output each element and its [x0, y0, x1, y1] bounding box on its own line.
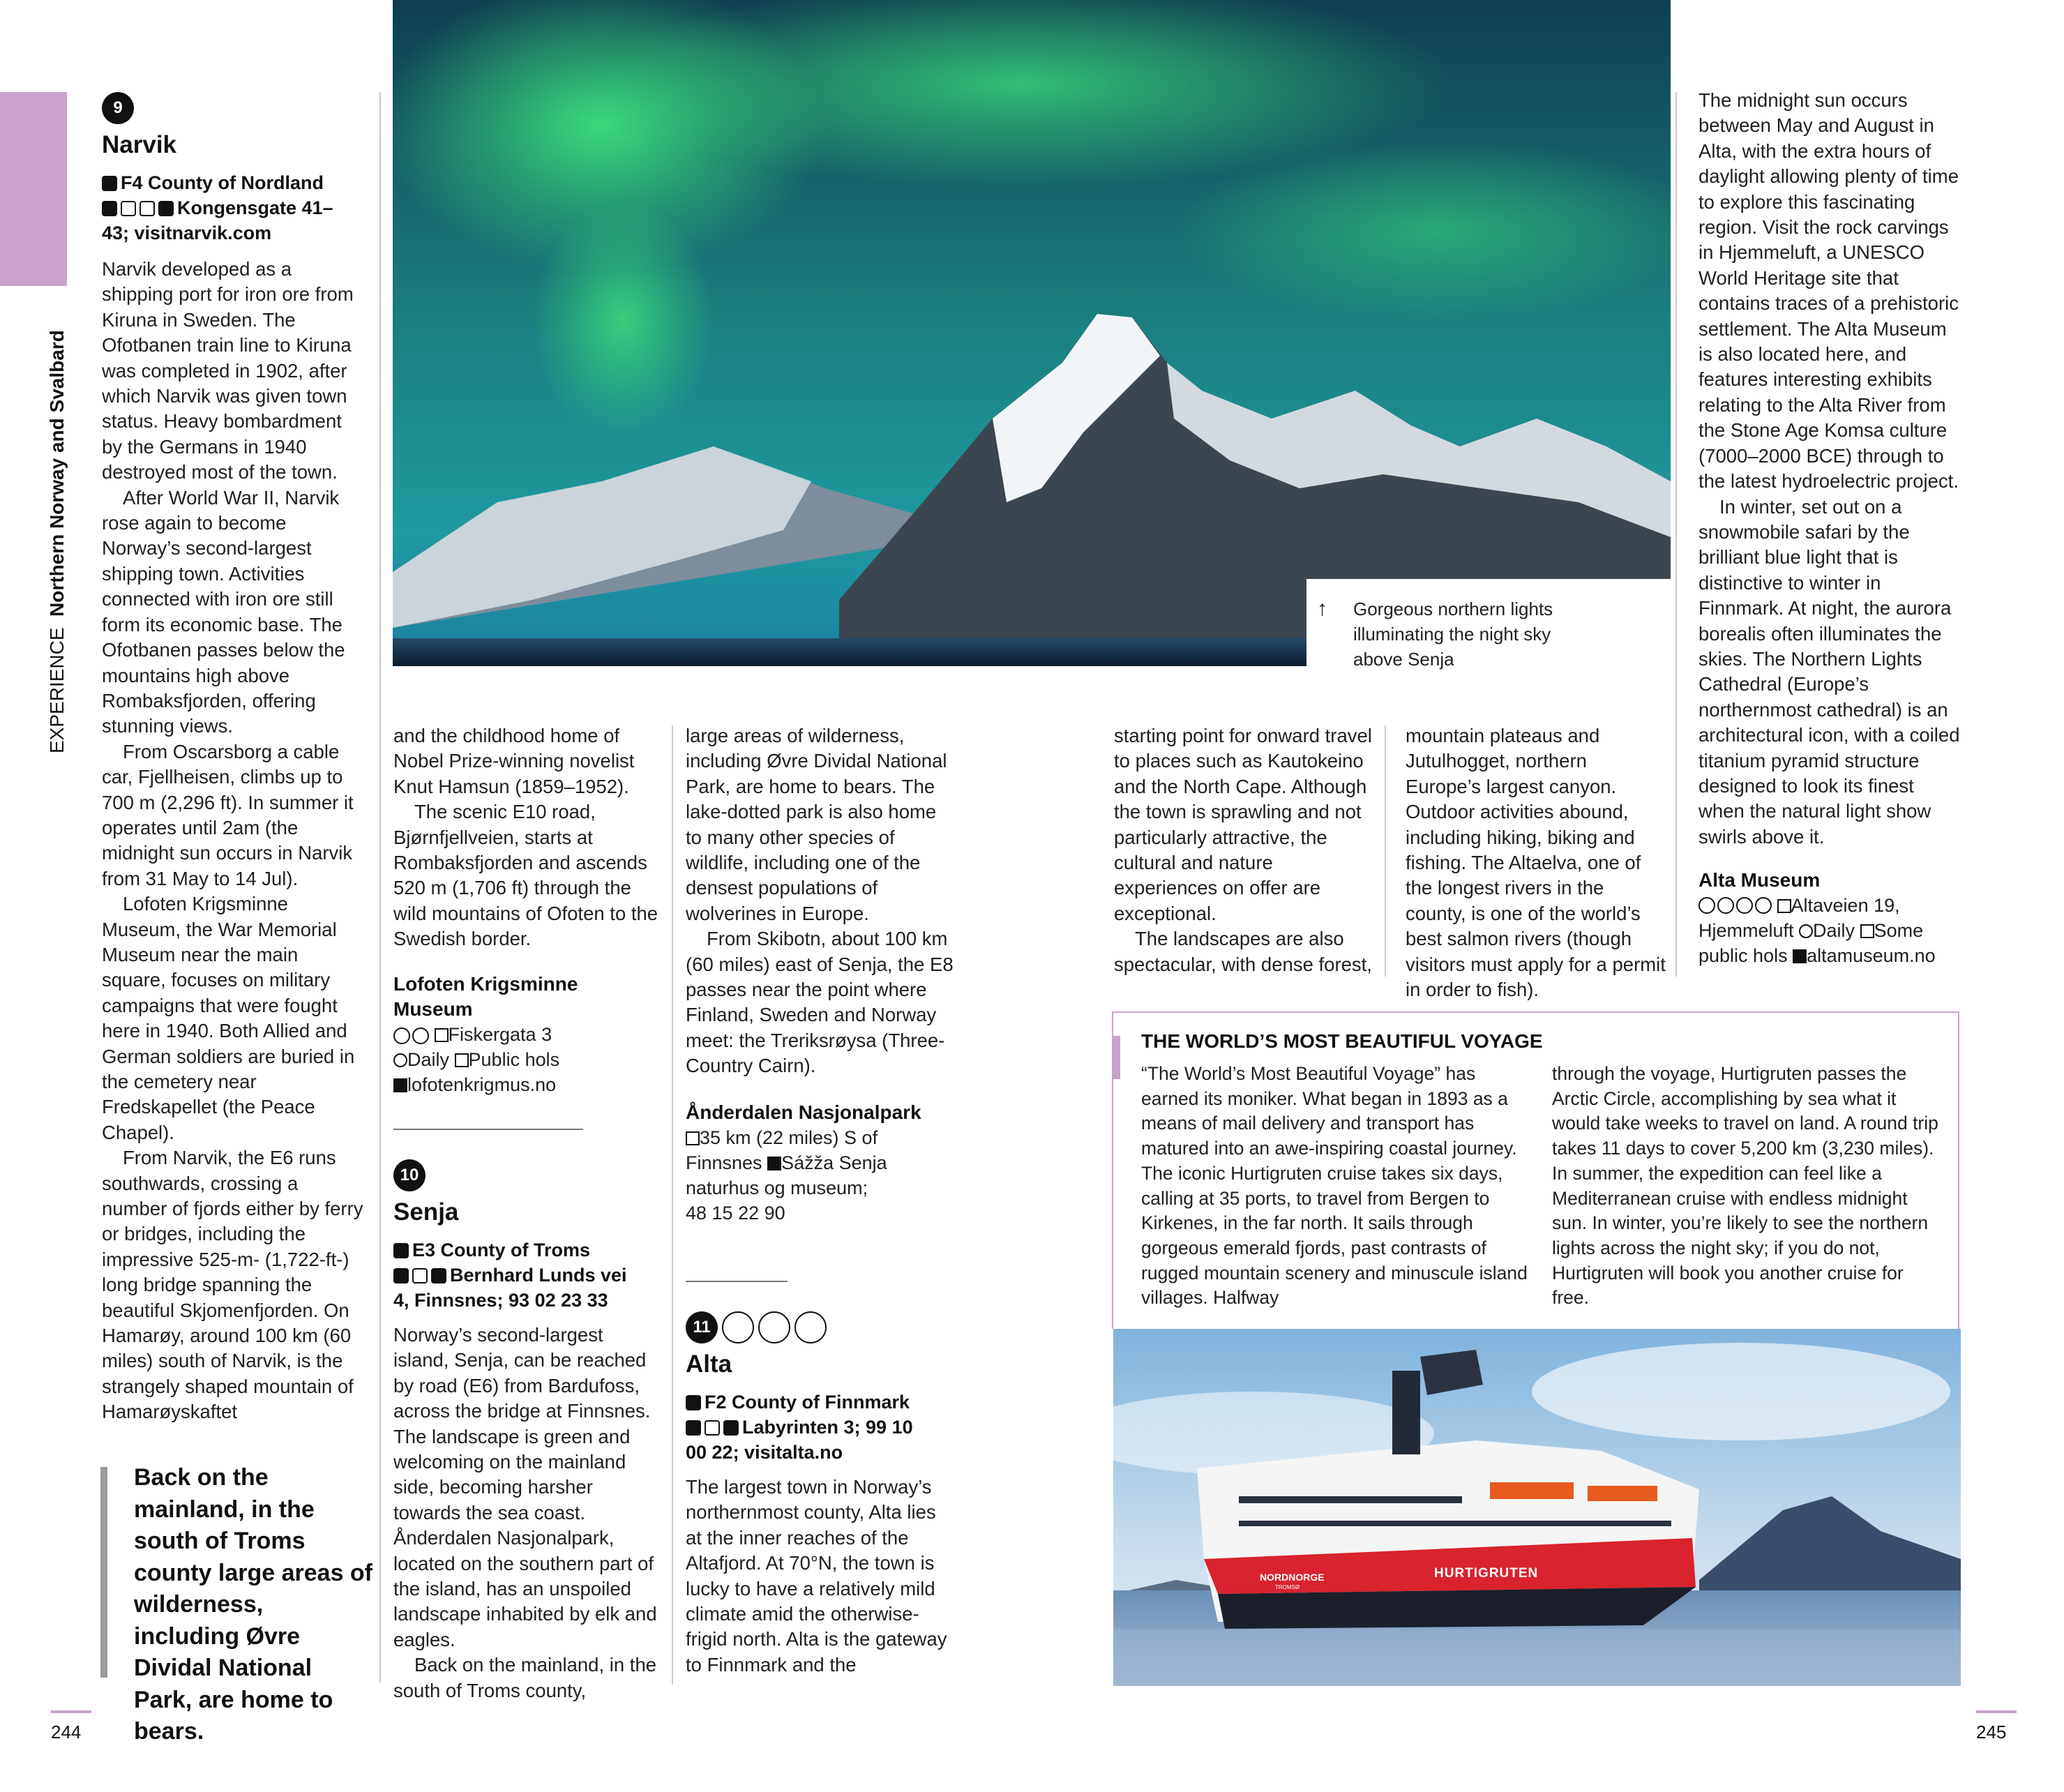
feature-title: THE WORLD’S MOST BEAUTIFUL VOYAGE: [1141, 1030, 1543, 1052]
anderdalen-line4: 48 15 22 90: [686, 1202, 785, 1223]
anderdalen-line2b: Sážža Senja: [781, 1152, 887, 1173]
lofoten-museum-address: Fiskergata 3: [448, 1023, 552, 1045]
page-mark-left: [51, 1710, 91, 1713]
senja-info: [393, 1237, 660, 1313]
alta-info-line3: 00 22; visitalta.no: [686, 1442, 843, 1463]
alta-museum-listing: [1698, 868, 1964, 968]
narvik-info: [102, 170, 367, 246]
wheelchair-icon: [393, 1027, 410, 1044]
lofoten-museum-open: Daily: [407, 1048, 450, 1070]
plane-icon: [102, 201, 117, 216]
narvik-paragraph: Narvik developed as a shipping port for iron ore from Kiruna in Sweden. The Ofotbanen train line to Kiruna was completed in 1902, after which Narvik was given town status. Heavy bombardment by the Germans in 1940 destroyed most of the town.: [102, 258, 354, 483]
column-6: [1698, 88, 1964, 968]
plane-icon: [393, 1268, 409, 1283]
lofoten-museum-website[interactable]: lofotenkrigmus.no: [407, 1074, 557, 1095]
section-running-head: [39, 293, 75, 753]
alta-museum-line2b: Daily: [1813, 920, 1855, 942]
column-divider: [672, 725, 673, 1685]
col2-body: [393, 723, 660, 952]
wheelchair-icon: [1698, 897, 1715, 914]
column-3: [686, 723, 954, 1226]
sidebar-accent-stripe: [0, 92, 67, 286]
anderdalen-title: Ånderdalen Nasjonalpark: [686, 1101, 921, 1123]
lofoten-museum-listing: [393, 972, 660, 1097]
narvik-info-line3: 43; visitnarvik.com: [102, 223, 272, 243]
bus-icon: [412, 1268, 428, 1283]
alta-museum-line2a: Hjemmeluft: [1698, 920, 1794, 942]
closed-icon: [1860, 924, 1874, 938]
page-number-right: 245: [1976, 1722, 2007, 1742]
map-ref-icon: [686, 1395, 701, 1410]
alta-museum-info: [1698, 893, 1964, 968]
feature-column-2: through the voyage, Hurtigruten passes the Arctic Circle, accomplishing by sea what it would take weeks to travel on land. A round trip takes 11 days to cover 5,200 km (3,230 miles). In summer, the expedition can feel like a Mediterranean cruise with endless midnight sun. In winter, you’re likely to see the northern lights across the night sky; if you do not, Hurtigruten will book you another cruise for free.: [1552, 1063, 1938, 1309]
col3-body: [686, 723, 954, 1079]
col2-paragraph: The scenic E10 road, Bjørnfjellveien, starts at Rombaksfjorden and ascends 520 m (1,706 ft) through the wild mountains of Ofoten to the Swedish border.: [393, 801, 658, 950]
narvik-paragraph: From Narvik, the E6 runs southwards, crossing a number of fjords either by ferry or bridges, including the impressive 525-m- (1,722-ft-) long bridge spanning the beautiful Skjomenfjorden. On Hamarøy, around 100 km (60 miles) south of Narvik, is the strangely shaped mountain of Hamarøyskaftet: [102, 1147, 363, 1423]
caption-arrow: ↑: [1317, 597, 1327, 620]
clock-icon: [1799, 924, 1813, 938]
alta-museum-website[interactable]: altamuseum.no: [1807, 945, 1936, 967]
narvik-paragraph: From Oscarsborg a cable car, Fjellheisen, climbs up to 700 m (2,296 ft). In summer it operates until 2am (the midnight sun occurs in Narvik from 31 May to 14 Jul).: [102, 740, 354, 889]
col2-paragraph: and the childhood home of Nobel Prize-winning novelist Knut Hamsun (1859–1952).: [393, 725, 635, 797]
narvik-info-line1: F4 County of Nordland: [121, 172, 324, 193]
senja-body: [393, 1323, 660, 1703]
narvik-paragraph: Lofoten Krigsminne Museum, the War Memorial Museum near the main square, focuses on military campaigns that were fought here in 1940. Both Allied and German soldiers are buried in the cemetery near Fredskapellet (the Peace Chapel).: [102, 893, 355, 1143]
ship-name: NORDNORGE: [1260, 1572, 1325, 1583]
ship-port: TROMSØ: [1275, 1584, 1300, 1590]
senja-paragraph: Norway’s second-largest island, Senja, can be reached by road (E6) from Bardufoss, across the bridge at Finnsnes. The landscape is green and welcoming on the mainland side, becoming harsher towards the sea coast. Ånderdalen Nasjonalpark, located on the southern part of the island, has an unspoiled landscape inhabited by elk and eagles.: [393, 1324, 657, 1650]
bus-icon: [705, 1420, 720, 1436]
divider-rule: [686, 1281, 788, 1282]
web-icon: [393, 1078, 407, 1092]
feature-accent-bar: [1112, 1036, 1120, 1079]
northern-lights-photo: [393, 0, 1671, 666]
column-divider: [1675, 92, 1677, 977]
col4-paragraph: starting point for onward travel to places such as Kautokeino and the North Cape. Although the town is sprawling and not particularly attractive, the cultural and nature experiences on offer are exceptional.: [1114, 725, 1372, 924]
narvik-info-line2: Kongensgate 41–: [177, 197, 333, 218]
anderdalen-line3: naturhus og museum;: [686, 1177, 868, 1198]
info-icon: [158, 201, 174, 216]
alta-info-line1: F2 County of Finnmark: [705, 1392, 910, 1413]
column-4: [1114, 723, 1376, 977]
lofoten-museum-closed: Public hols: [468, 1048, 560, 1070]
anderdalen-line2: Finnsnes: [686, 1152, 762, 1173]
photo-icon: [412, 1027, 429, 1044]
section-label-experience: EXPERIENCE: [46, 627, 68, 753]
senja-section: [393, 1159, 660, 1703]
senja-info-line3: 4, Finnsnes; 93 02 23 33: [393, 1290, 608, 1311]
alta-section: [686, 1311, 954, 1678]
alta-number-badge: 11: [686, 1311, 718, 1343]
alta-museum-line1: Altaveien 19,: [1791, 895, 1900, 917]
divider-rule: [393, 1129, 583, 1130]
pullquote: Back on the mainland, in the south of Troms county large areas of wilderness, including Øvre Dividal National Park, are home to bears.: [134, 1464, 373, 1745]
page-number-left: 244: [51, 1722, 82, 1742]
ship-brand: HURTIGRUTEN: [1434, 1566, 1539, 1581]
narvik-title: Narvik: [102, 131, 177, 158]
alta-body: The largest town in Norway’s northernmost county, Alta lies at the inner reaches of the Altafjord. At 70°N, the town is lucky to have a relatively mild climate amid the otherwise-frigid north. Alta is the gateway to Finnmark and the: [686, 1476, 947, 1676]
col6-body: [1698, 88, 1964, 850]
section-tab: [39, 293, 75, 753]
lofoten-museum-info: [393, 1022, 660, 1097]
web-icon: [1793, 949, 1807, 963]
northern-lights-image: [393, 0, 1671, 666]
address-icon: [1777, 899, 1791, 913]
cafe-icon: [758, 1311, 790, 1343]
anderdalen-listing: [686, 1100, 954, 1226]
narvik-section: [102, 92, 367, 1425]
hiking-icon: [722, 1311, 754, 1343]
clock-icon: [393, 1053, 407, 1067]
closed-icon: [455, 1053, 469, 1067]
column-divider: [1385, 725, 1386, 977]
senja-info-line2: Bernhard Lunds vei: [450, 1265, 627, 1286]
senja-title: Senja: [393, 1198, 459, 1226]
alta-info-line2: Labyrinten 3; 99 10: [742, 1417, 913, 1438]
col3-paragraph: large areas of wilderness, including Øvre Dividal National Park, are home to bears. The lake-dotted park is also home to many other species of wildlife, including one of the densest populations of wolverines in Europe.: [686, 725, 947, 924]
map-ref-icon: [393, 1243, 409, 1258]
plane-icon: [686, 1420, 701, 1436]
hurtigruten-ship-photo: [1113, 1329, 1961, 1686]
info-icon: [723, 1420, 739, 1436]
map-ref-icon: [102, 176, 117, 191]
narvik-paragraph: After World War II, Narvik rose again to become Norway’s second-largest shipping town. Activities connected with iron ore still form its economic base. The Ofotbanen passes below the mountains high above Rombaksfjorden, offering stunning views.: [102, 486, 345, 737]
column-divider: [379, 92, 381, 1682]
alta-museum-line3a: public hols: [1698, 945, 1788, 967]
section-label-region: Northern Norway and Svalbard: [46, 330, 68, 617]
col4-paragraph: The landscapes are also spectacular, with dense forest,: [1114, 928, 1372, 975]
feature-column-1: “The World’s Most Beautiful Voyage” has earned its moniker. What began in 1893 as a means of mail delivery and transport has matured into an awe-inspiring coastal journey. The iconic Hurtigruten cruise takes six days, calling at 35 ports, to travel from Bergen to Kirkenes, in the far north. It sails through gorgeous emerald fjords, past contrasts of rugged mountain scenery and minuscule island villages. Halfway: [1141, 1063, 1528, 1309]
shop-icon: [1755, 897, 1772, 914]
senja-number-badge: 10: [393, 1159, 425, 1191]
alta-museum-line2c: Some: [1874, 920, 1924, 942]
shop-icon: [794, 1311, 827, 1343]
column-2: [393, 723, 660, 1097]
alta-heading-row: [686, 1311, 954, 1343]
anderdalen-info: [686, 1125, 954, 1226]
senja-info-line1: E3 County of Troms: [412, 1240, 591, 1260]
train-icon: [121, 201, 136, 216]
narvik-body: [102, 257, 367, 1425]
narvik-number-badge: 9: [102, 92, 134, 124]
cafe-icon: [1736, 897, 1753, 914]
col6-paragraph: In winter, set out on a snowmobile safari by the brilliant blue light that is distinctive to winter in Finnmark. At night, the aurora borealis often illuminates the skies. The Northern Lights Cathedral (Europe’s northernmost cathedral) is an architectural icon, with a coiled titanium pyramid structure designed to look its finest when the natural light show swirls above it.: [1698, 495, 1960, 848]
pullquote-bar: [100, 1467, 107, 1678]
info-icon: [431, 1268, 446, 1283]
bus-icon: [140, 201, 155, 216]
alta-museum-title: Alta Museum: [1698, 869, 1821, 891]
address-icon: [686, 1131, 700, 1145]
col3-paragraph: From Skibotn, about 100 km (60 miles) east of Senja, the E8 passes near the point where Finland, Sweden and Norway meet: the Treriksrøysa (Three-Country Cairn).: [686, 928, 954, 1077]
col6-paragraph: The midnight sun occurs between May and August in Alta, with the extra hours of daylight allowing plenty of time to explore this fascinating region. Visit the rock carvings in Hjemmeluft, a UNESCO World Heritage site that contains traces of a prehistoric settlement. The Alta Museum is also located here, and features interesting exhibits relating to the Alta River from the Stone Age Komsa culture (7000–2000 BCE) through to the latest hydroelectric project.: [1698, 89, 1959, 492]
photo-icon: [1717, 897, 1734, 914]
ship-image: [1113, 1329, 1961, 1686]
info-icon: [767, 1157, 781, 1170]
senja-paragraph: Back on the mainland, in the south of Troms county,: [393, 1654, 657, 1701]
alta-title: Alta: [686, 1350, 732, 1378]
column-5: mountain plateaus and Jutulhogget, northern Europe’s largest canyon. Outdoor activities abound, including hiking, biking and fishing. The Altaelva, one of the longest rivers in the county, is one of the world’s best salmon rivers (though visitors must apply for a permit in order to fish).: [1406, 725, 1666, 1001]
lofoten-museum-title: Lofoten Krigsminne Museum: [393, 972, 578, 1020]
address-icon: [435, 1028, 449, 1042]
alta-info: [686, 1390, 954, 1465]
page-mark-right: [1976, 1710, 2017, 1713]
photo-caption: Gorgeous northern lights illuminating the night sky above Senja: [1353, 598, 1553, 670]
anderdalen-line1: 35 km (22 miles) S of: [700, 1127, 878, 1148]
